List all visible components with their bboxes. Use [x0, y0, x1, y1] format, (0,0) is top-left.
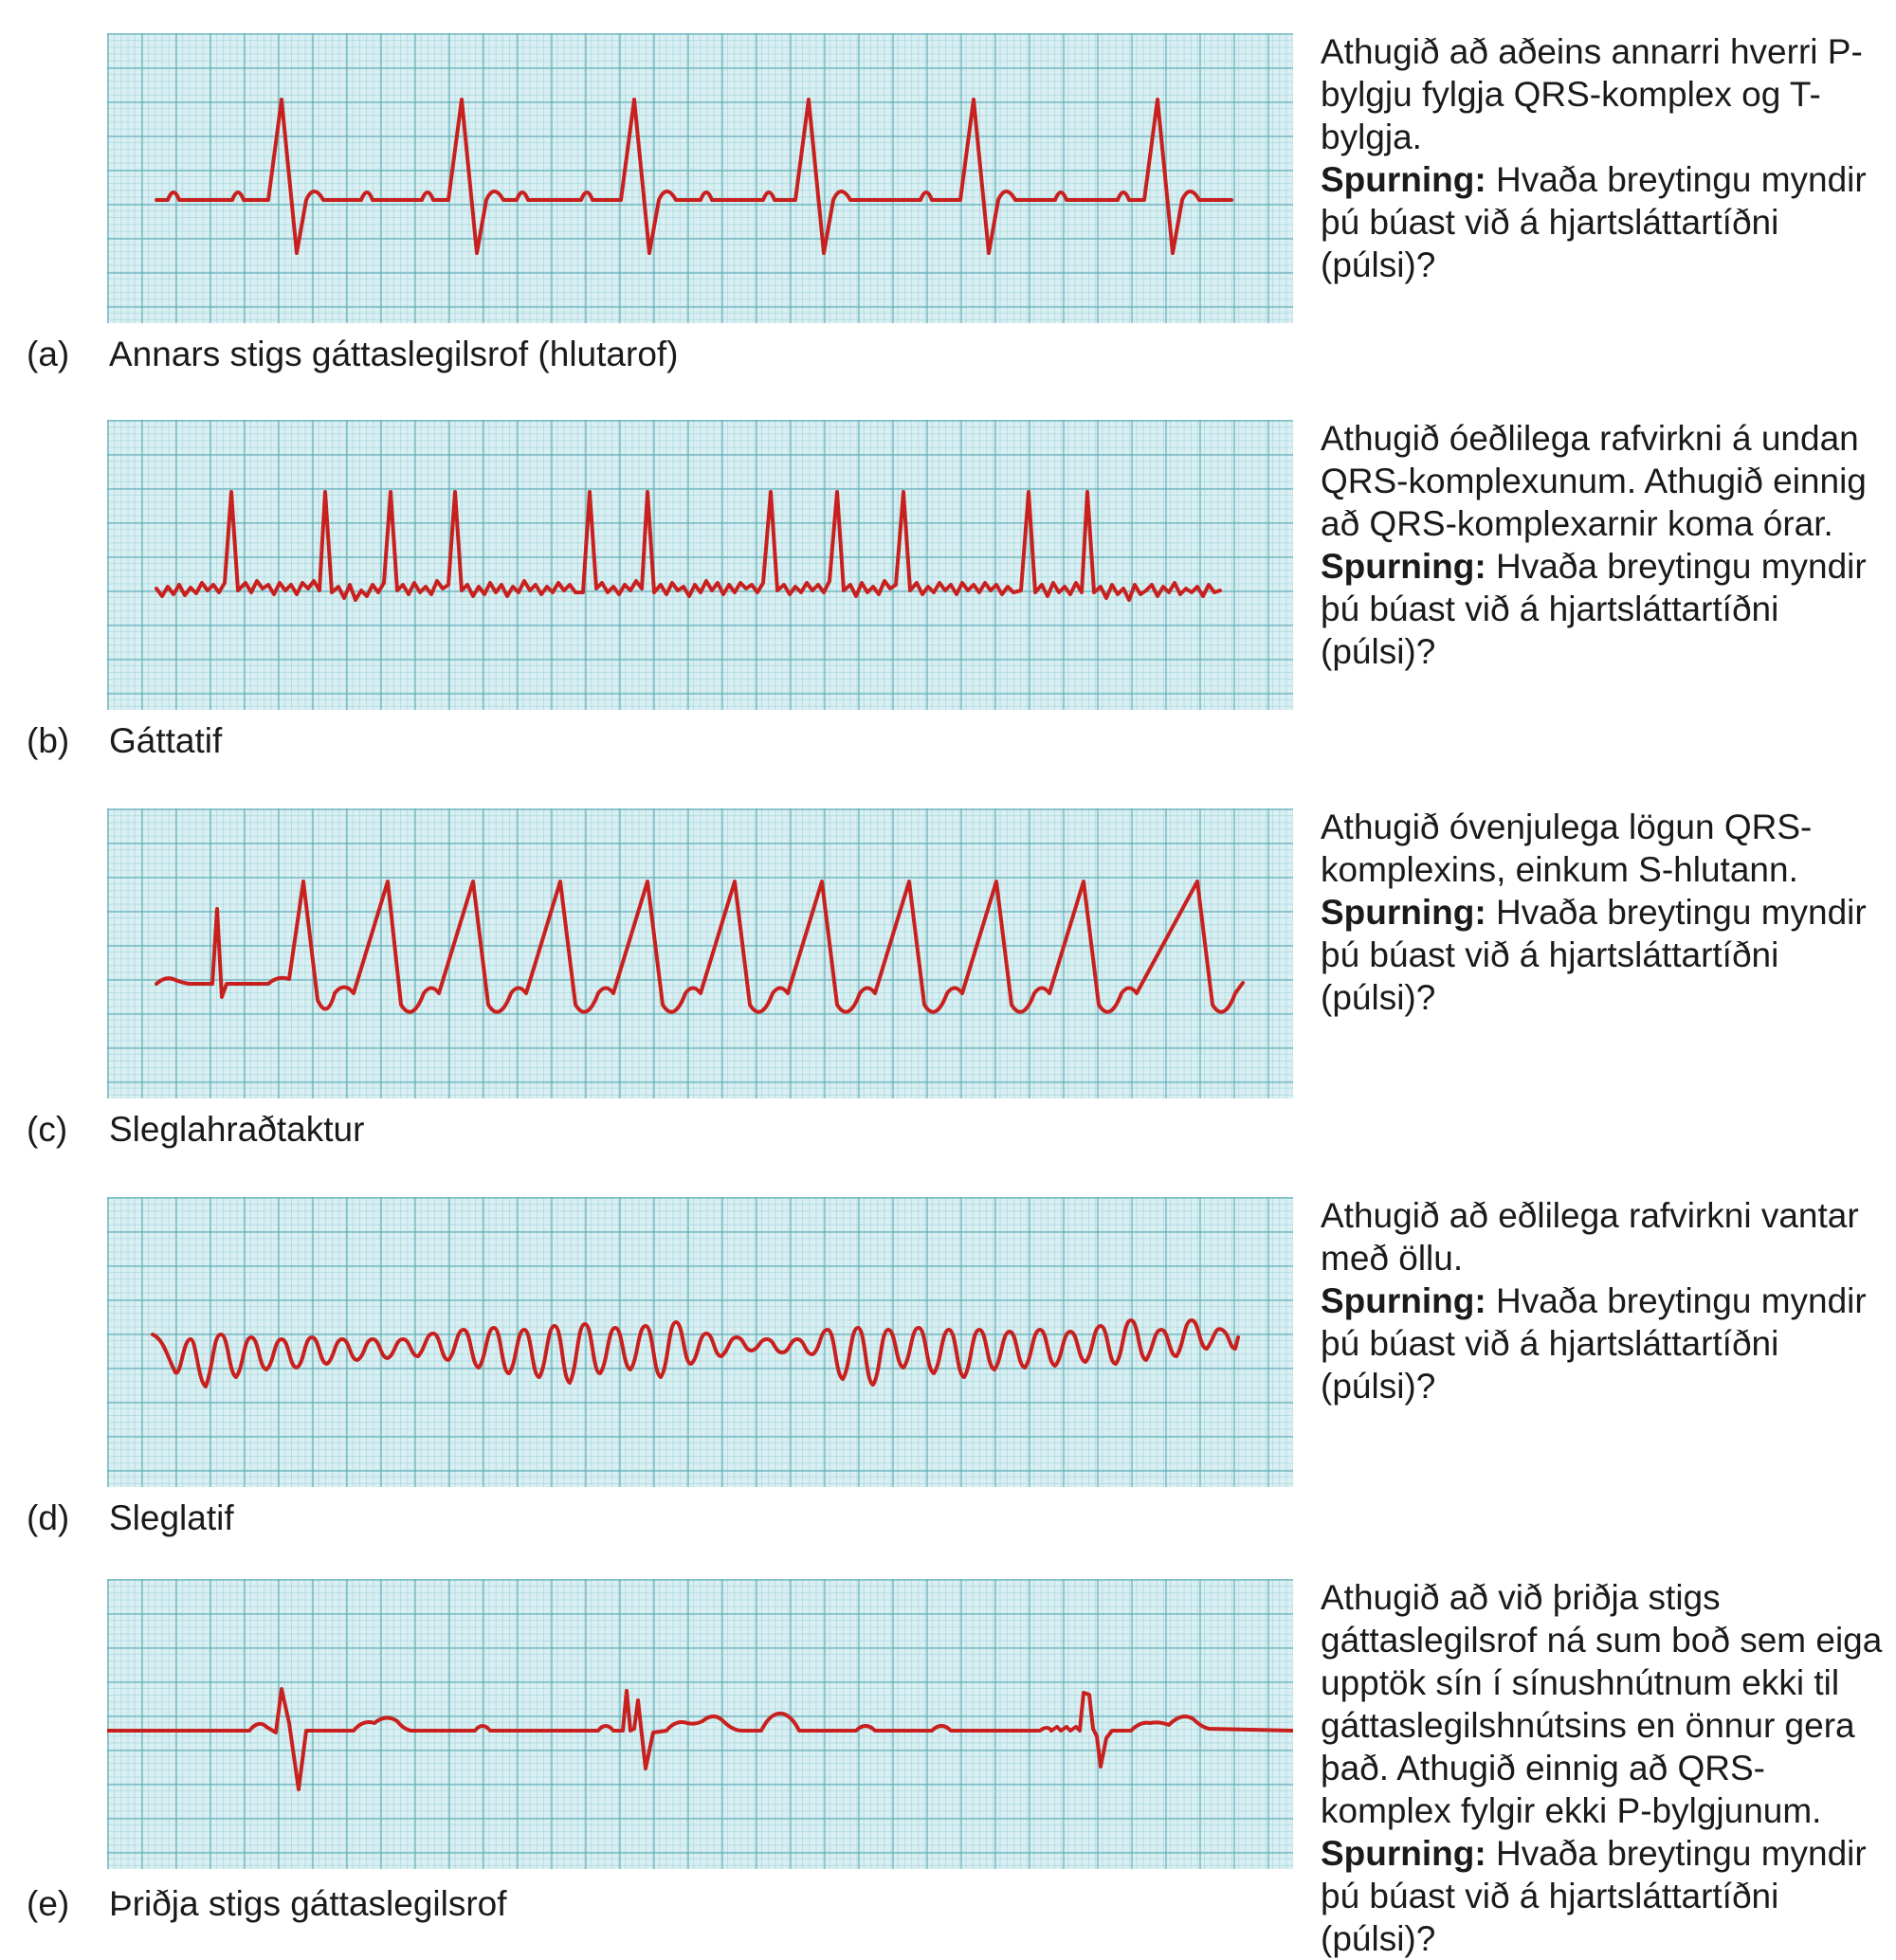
panel-b-note-text: Athugið óeðlilega rafvirkni á undan QRS-komplexunum. Athugið einnig að QRS-komplexarnir koma órar.: [1321, 419, 1867, 543]
panel-b-title: Gáttatif: [109, 721, 223, 760]
panel-b-question-label: Spurning:: [1321, 547, 1486, 586]
panel-e-note: [1321, 1576, 1894, 1960]
panel-d-note: [1321, 1194, 1894, 1407]
panel-d: [0, 1197, 1896, 1548]
panel-e-note-text: Athugið að við þriðja stigs gáttaslegilsrof ná sum boð sem eiga upptök sín í sínushnútnum ekki til gáttaslegilshnútsins en önnur gera það. Athugið einnig að QRS-komplex fylgir ekki P-bylgjunum.: [1321, 1578, 1883, 1830]
panel-d-question: Hvaða breytingu myndir þú búast við á hjartsláttartíðni (púlsi)?: [1321, 1281, 1867, 1406]
panel-b-question: Hvaða breytingu myndir þú búast við á hjartsláttartíðni (púlsi)?: [1321, 547, 1867, 671]
panel-a-question-label: Spurning:: [1321, 160, 1486, 199]
ecg-strip-b: [107, 420, 1293, 710]
ecg-trace-b: [156, 492, 1220, 600]
panel-d-question-label: Spurning:: [1321, 1281, 1486, 1320]
panel-a-letter: (a): [27, 335, 70, 373]
panel-a-note-text: Athugið að aðeins annarri hverri P-bylgju fylgja QRS-komplex og T-bylgja.: [1321, 32, 1863, 156]
panel-c-title: Sleglahraðtaktur: [109, 1110, 365, 1149]
ecg-trace-a: [156, 100, 1231, 253]
panel-c-question: Hvaða breytingu myndir þú búast við á hjartsláttartíðni (púlsi)?: [1321, 893, 1867, 1017]
panel-b-note: [1321, 417, 1894, 673]
ecg-trace-c: [156, 881, 1243, 1012]
panel-a-question: Hvaða breytingu myndir þú búast við á hjartsláttartíðni (púlsi)?: [1321, 160, 1867, 284]
ecg-strip-c: [107, 808, 1293, 1098]
panel-e-question: Hvaða breytingu myndir þú búast við á hjartsláttartíðni (púlsi)?: [1321, 1834, 1867, 1958]
ecg-trace-d: [153, 1320, 1238, 1387]
panel-e-question-label: Spurning:: [1321, 1834, 1486, 1873]
panel-d-note-text: Athugið að eðlilega rafvirkni vantar með öllu.: [1321, 1196, 1859, 1278]
panel-b: [0, 420, 1896, 771]
panel-c-letter: (c): [27, 1110, 68, 1149]
panel-d-title: Sleglatif: [109, 1498, 234, 1537]
panel-e: [0, 1578, 1896, 1958]
panel-a-title: Annars stigs gáttaslegilsrof (hlutarof): [109, 335, 679, 373]
panel-c-note: [1321, 806, 1894, 1019]
panel-c-question-label: Spurning:: [1321, 893, 1486, 932]
panel-a-note: [1321, 30, 1894, 286]
ecg-strip-d: [107, 1197, 1293, 1487]
panel-a: [0, 33, 1896, 384]
panel-d-letter: (d): [27, 1498, 70, 1537]
panel-c-note-text: Athugið óvenjulega lögun QRS-komplexins, einkum S-hlutann.: [1321, 808, 1813, 889]
ecg-trace-e: [107, 1689, 1293, 1789]
panel-c: [0, 808, 1896, 1159]
ecg-strip-a: [107, 33, 1293, 323]
panel-b-letter: (b): [27, 721, 70, 760]
panel-e-title: Þriðja stigs gáttaslegilsrof: [109, 1884, 507, 1923]
panel-e-letter: (e): [27, 1884, 70, 1923]
ecg-strip-e: [107, 1579, 1293, 1869]
